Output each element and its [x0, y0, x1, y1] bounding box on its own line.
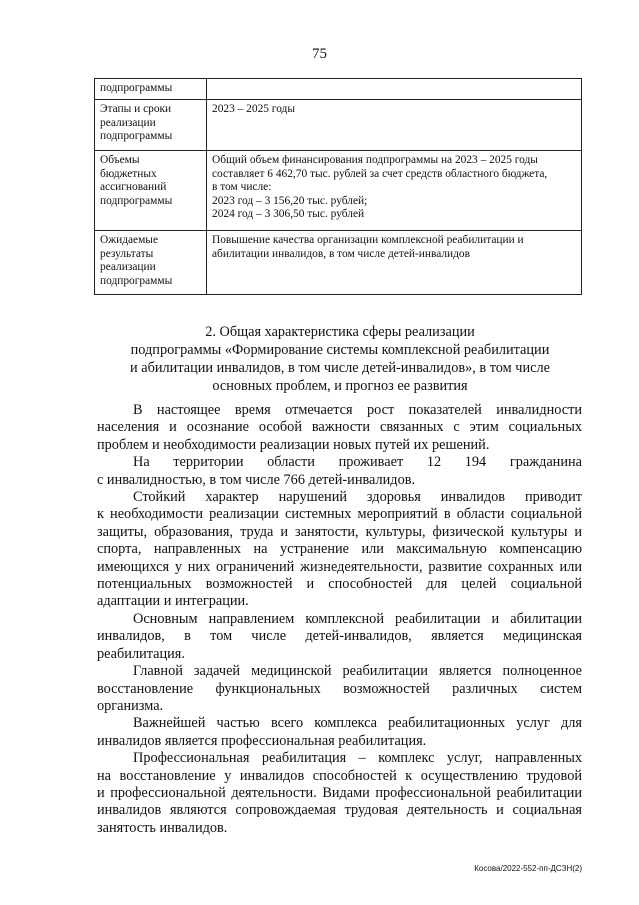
row-value [207, 79, 582, 100]
document-code: Косова/2022-552-пп-ДСЗН(2) [474, 864, 582, 873]
paragraph-line: инвалидов являются сопровождаемая трудовая деятельность и социальная [97, 802, 582, 819]
label-line: бюджетных [100, 167, 157, 180]
paragraph-line: адаптации и интеграции. [97, 593, 249, 610]
paragraph-line: с инвалидностью, в том числе 766 детей-инвалидов. [97, 471, 416, 488]
paragraph-line: защиты, образования, труда и занятости, культуры, физической культуры и [97, 523, 582, 540]
table-row [95, 231, 582, 295]
label-line: реализации [100, 261, 156, 273]
paragraph-line: В настоящее время отмечается рост показателей инвалидности [133, 402, 582, 418]
value-line: 2023 – 2025 годы [212, 103, 296, 115]
paragraph-line: Стойкий характер нарушений здоровья инвалидов приводит [133, 489, 582, 506]
paragraph-line: потенциальных возможностей и способностей для целей социальной [97, 576, 582, 593]
value-line: 2024 год – 3 306,50 тыс. рублей [212, 208, 365, 220]
value-line: абилитации инвалидов, в том числе детей-инвалидов [212, 247, 471, 260]
paragraph-line: инвалидов, в том числе детей-инвалидов, является медицинская [97, 628, 582, 645]
row-label [95, 100, 207, 151]
label-line: реализации [100, 116, 156, 129]
label-line: подпрограммы [100, 130, 173, 142]
label-line: Объемы [100, 154, 140, 166]
value-line: Повышение качества организации комплексной реабилитации и [212, 234, 524, 246]
row-value [207, 151, 582, 231]
paragraph-line: Основным направлением комплексной реабилитации и абилитации [133, 610, 582, 627]
paragraph-line: Профессиональная реабилитация – комплекс услуг, направленных [133, 750, 582, 767]
paragraph-line: и профессиональной деятельности. Видами профессиональной реабилитации [97, 784, 582, 801]
label-line: Этапы и сроки [100, 103, 172, 115]
row-value [207, 231, 582, 295]
paragraph-line: населения и осознание особой важности связанных с этим социальных [97, 419, 582, 436]
paragraph-line: восстановление функциональных возможностей различных систем [97, 680, 582, 697]
heading-line: 2. Общая характеристика сферы реализации [205, 324, 475, 340]
paragraph-line: имеющихся у них ограничений жизнедеятельности, развитие сохранных или [97, 558, 582, 575]
label-line: результаты [100, 247, 154, 260]
paragraph-line: на восстановление у инвалидов способностей к осуществлению трудовой [97, 767, 582, 784]
heading-line: основных проблем, и прогноз ее развития [212, 378, 468, 394]
paragraph-line: спорта, направленных на устранение или максимальную компенсацию [97, 541, 582, 558]
label-line: Ожидаемые [100, 234, 159, 246]
label-line: подпрограммы [100, 194, 173, 207]
heading-line: подпрограммы «Формирование системы комплексной реабилитации [130, 342, 550, 358]
table-row [95, 151, 582, 231]
value-line: Общий объем финансирования подпрограммы на 2023 – 2025 годы [212, 154, 538, 166]
label-line: подпрограммы [100, 274, 173, 287]
row-label [95, 151, 207, 231]
paragraph-line: к необходимости реализации системных мероприятий в области социальной [97, 506, 582, 523]
paragraph-line: инвалидов является профессиональная реабилитация. [97, 732, 427, 749]
value-line: 2023 год – 3 156,20 тыс. рублей; [212, 194, 368, 207]
label-line: подпрограммы [100, 82, 173, 94]
body-text [97, 402, 582, 837]
subprogram-passport-table [94, 78, 582, 295]
value-line: в том числе: [212, 181, 272, 193]
paragraph-line: занятость инвалидов. [97, 819, 228, 836]
table-row [95, 100, 582, 151]
paragraph-line: реабилитация. [97, 645, 185, 662]
row-value [207, 100, 582, 151]
table-row [95, 79, 582, 100]
row-label [95, 231, 207, 295]
paragraph-line: проблем и необходимости реализации новых путей их решений. [97, 436, 490, 453]
paragraph-line: Важнейшей частью всего комплекса реабилитационных услуг для [133, 715, 582, 732]
value-line: составляет 6 462,70 тыс. рублей за счет средств областного бюджета, [212, 167, 548, 180]
paragraph-line: Главной задачей медицинской реабилитации является полноценное [133, 663, 582, 680]
section-heading [90, 323, 590, 395]
label-line: ассигнований [100, 181, 167, 193]
page-number: 75 [312, 46, 327, 62]
heading-line: и абилитации инвалидов, в том числе детей-инвалидов», в том числе [130, 360, 550, 376]
paragraph-line: На территории области проживает 12 194 гражданина [133, 454, 582, 471]
paragraph-line: организма. [97, 697, 164, 714]
row-label [95, 79, 207, 100]
